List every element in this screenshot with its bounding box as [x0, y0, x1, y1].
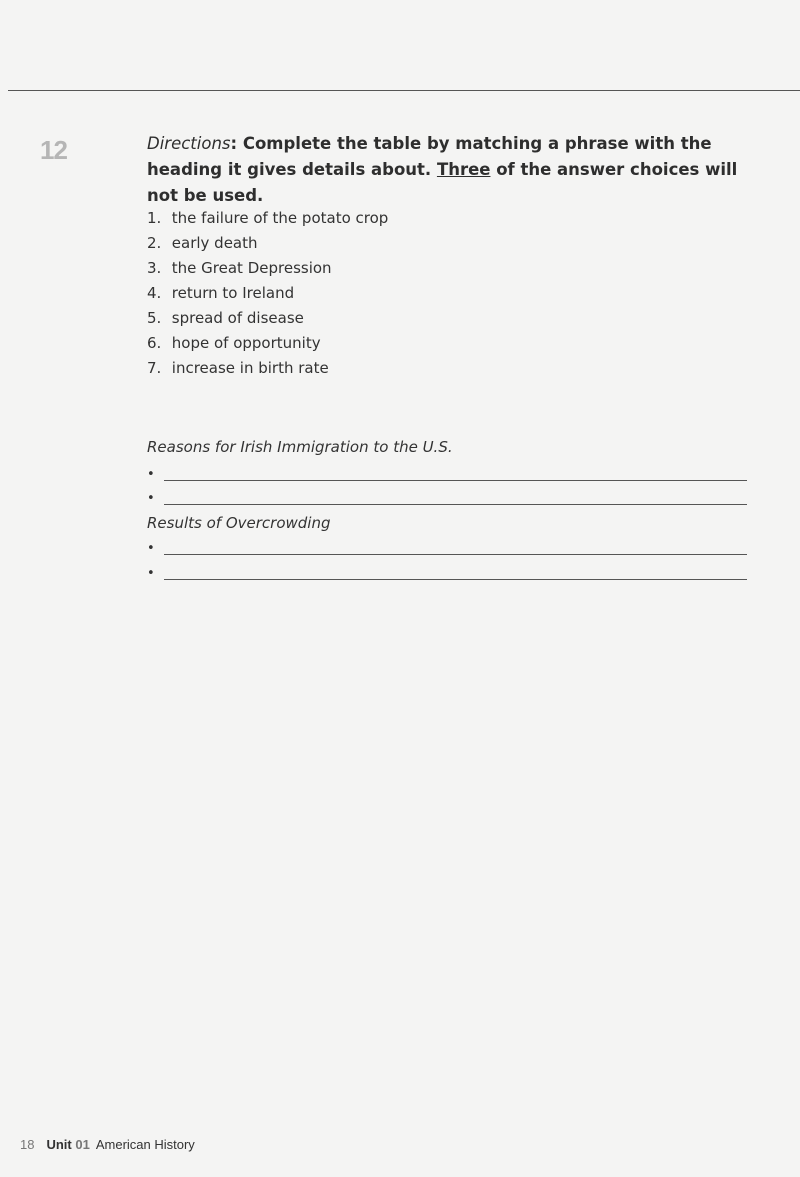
directions: [147, 131, 767, 209]
unit-label: Unit: [46, 1137, 72, 1152]
top-rule: [8, 90, 800, 91]
page-number: 18: [20, 1137, 35, 1152]
choice-number: 7.: [147, 359, 162, 377]
directions-text-1: : Complete the table by matching a phrase with the heading it gives details about.: [147, 134, 712, 179]
answer-choices: [147, 206, 388, 381]
choice-text: spread of disease: [171, 309, 304, 327]
directions-text-2: of the answer choices will not be used.: [147, 160, 738, 205]
choice-text: hope of opportunity: [171, 334, 321, 352]
answer-blank[interactable]: [147, 539, 747, 559]
choice-number: 1.: [147, 209, 162, 227]
choice-number: 6.: [147, 334, 162, 352]
directions-label: Directions: [147, 134, 231, 153]
table-heading-overcrowding: Results of Overcrowding: [147, 514, 331, 532]
choice-item: [147, 331, 388, 356]
directions-underlined-word: Three: [436, 160, 491, 179]
choice-item: [147, 206, 388, 231]
choice-item: [147, 231, 388, 256]
answer-line: [164, 480, 747, 481]
answer-blank[interactable]: [147, 489, 747, 509]
choice-number: 4.: [147, 284, 162, 302]
choice-item: [147, 356, 388, 381]
bullet-icon: •: [147, 467, 155, 482]
choice-number: 3.: [147, 259, 162, 277]
answer-line: [164, 579, 747, 580]
choice-text: the failure of the potato crop: [171, 209, 389, 227]
choice-item: [147, 306, 388, 331]
choice-text: the Great Depression: [171, 259, 332, 277]
page-footer: [20, 1137, 195, 1152]
unit-number: 01: [75, 1137, 90, 1152]
unit-title: American History: [95, 1137, 195, 1152]
answer-blank[interactable]: [147, 465, 747, 485]
bullet-icon: •: [147, 541, 155, 556]
choice-item: [147, 281, 388, 306]
choice-text: return to Ireland: [171, 284, 295, 302]
table-heading-reasons: Reasons for Irish Immigration to the U.S.: [147, 438, 453, 456]
bullet-icon: •: [147, 491, 155, 506]
choice-text: increase in birth rate: [171, 359, 329, 377]
choice-number: 5.: [147, 309, 162, 327]
answer-line: [164, 554, 747, 555]
question-number: 12: [40, 135, 67, 165]
choice-text: early death: [171, 234, 258, 252]
choice-number: 2.: [147, 234, 162, 252]
answer-line: [164, 504, 747, 505]
choice-item: [147, 256, 388, 281]
answer-blank[interactable]: [147, 564, 747, 584]
bullet-icon: •: [147, 566, 155, 581]
